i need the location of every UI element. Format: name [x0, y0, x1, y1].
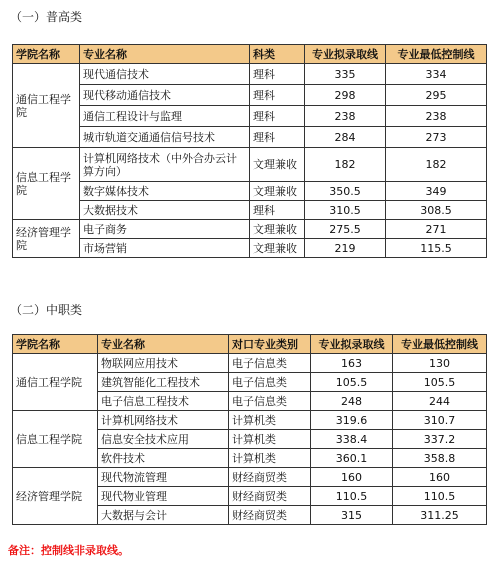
major-name: 市场营销	[80, 239, 250, 258]
admit-line: 350.5	[305, 182, 386, 201]
category: 财经商贸类	[229, 487, 311, 506]
college-name: 信息工程学院	[13, 148, 80, 220]
min-control-line: 110.5	[393, 487, 487, 506]
column-header: 专业拟录取线	[311, 335, 393, 354]
column-header: 对口专业类别	[229, 335, 311, 354]
admit-line: 360.1	[311, 449, 393, 468]
category: 文理兼收	[250, 182, 305, 201]
admit-line: 298	[305, 85, 386, 106]
admit-line: 182	[305, 148, 386, 182]
column-header: 专业名称	[98, 335, 229, 354]
min-control-line: 358.8	[393, 449, 487, 468]
admit-line: 160	[311, 468, 393, 487]
table-row	[13, 148, 487, 182]
major-name: 大数据与会计	[98, 506, 229, 525]
admit-line: 338.4	[311, 430, 393, 449]
table-row	[13, 201, 487, 220]
footnote: 备注：控制线非录取线。	[8, 544, 129, 557]
major-name: 电子商务	[80, 220, 250, 239]
major-name: 软件技术	[98, 449, 229, 468]
category: 理科	[250, 85, 305, 106]
min-control-line: 115.5	[386, 239, 487, 258]
admit-line: 319.6	[311, 411, 393, 430]
major-name: 物联网应用技术	[98, 354, 229, 373]
admit-line: 163	[311, 354, 393, 373]
min-control-line: 182	[386, 148, 487, 182]
min-control-line: 238	[386, 106, 487, 127]
category: 文理兼收	[250, 148, 305, 182]
min-control-line: 105.5	[393, 373, 487, 392]
min-control-line: 295	[386, 85, 487, 106]
category: 理科	[250, 64, 305, 85]
min-control-line: 310.7	[393, 411, 487, 430]
major-name: 现代移动通信技术	[80, 85, 250, 106]
major-name: 电子信息工程技术	[98, 392, 229, 411]
table-row	[13, 411, 487, 430]
table-row	[13, 220, 487, 239]
admit-line: 284	[305, 127, 386, 148]
column-header: 专业名称	[80, 45, 250, 64]
major-name: 建筑智能化工程技术	[98, 373, 229, 392]
college-name: 经济管理学院	[13, 220, 80, 258]
category: 理科	[250, 127, 305, 148]
min-control-line: 160	[393, 468, 487, 487]
column-header: 专业最低控制线	[386, 45, 487, 64]
section-title-general: （一）普高类	[10, 10, 83, 24]
table-row	[13, 85, 487, 106]
major-name: 通信工程设计与监理	[80, 106, 250, 127]
column-header: 专业拟录取线	[305, 45, 386, 64]
category: 计算机类	[229, 411, 311, 430]
admit-line: 248	[311, 392, 393, 411]
category: 文理兼收	[250, 239, 305, 258]
table-row	[13, 239, 487, 258]
vocational-admission-table	[12, 334, 487, 525]
column-header: 科类	[250, 45, 305, 64]
major-name: 计算机网络技术	[98, 411, 229, 430]
category: 计算机类	[229, 430, 311, 449]
min-control-line: 311.25	[393, 506, 487, 525]
admit-line: 219	[305, 239, 386, 258]
admit-line: 335	[305, 64, 386, 85]
college-name: 通信工程学院	[13, 64, 80, 148]
major-name: 现代通信技术	[80, 64, 250, 85]
major-name: 计算机网络技术（中外合办云计算方向）	[80, 148, 250, 182]
major-name: 现代物业管理	[98, 487, 229, 506]
min-control-line: 244	[393, 392, 487, 411]
min-control-line: 337.2	[393, 430, 487, 449]
table-row	[13, 64, 487, 85]
category: 电子信息类	[229, 392, 311, 411]
category: 财经商贸类	[229, 468, 311, 487]
college-name: 信息工程学院	[13, 411, 98, 468]
admit-line: 238	[305, 106, 386, 127]
general-admission-table	[12, 44, 487, 258]
category: 电子信息类	[229, 354, 311, 373]
admit-line: 105.5	[311, 373, 393, 392]
major-name: 大数据技术	[80, 201, 250, 220]
min-control-line: 349	[386, 182, 487, 201]
major-name: 信息安全技术应用	[98, 430, 229, 449]
table-row	[13, 106, 487, 127]
major-name: 现代物流管理	[98, 468, 229, 487]
min-control-line: 308.5	[386, 201, 487, 220]
column-header: 学院名称	[13, 45, 80, 64]
major-name: 数字媒体技术	[80, 182, 250, 201]
column-header: 专业最低控制线	[393, 335, 487, 354]
college-name: 经济管理学院	[13, 468, 98, 525]
admit-line: 275.5	[305, 220, 386, 239]
category: 电子信息类	[229, 373, 311, 392]
min-control-line: 271	[386, 220, 487, 239]
table-row	[13, 127, 487, 148]
min-control-line: 130	[393, 354, 487, 373]
column-header: 学院名称	[13, 335, 98, 354]
major-name: 城市轨道交通通信信号技术	[80, 127, 250, 148]
category: 理科	[250, 106, 305, 127]
admit-line: 110.5	[311, 487, 393, 506]
table-row	[13, 354, 487, 373]
section-title-vocational: （二）中职类	[10, 303, 83, 317]
table-header-row	[13, 335, 487, 354]
table-header-row	[13, 45, 487, 64]
category: 理科	[250, 201, 305, 220]
category: 财经商贸类	[229, 506, 311, 525]
min-control-line: 273	[386, 127, 487, 148]
table-row	[13, 468, 487, 487]
min-control-line: 334	[386, 64, 487, 85]
admit-line: 310.5	[305, 201, 386, 220]
table-row	[13, 182, 487, 201]
college-name: 通信工程学院	[13, 354, 98, 411]
admit-line: 315	[311, 506, 393, 525]
category: 文理兼收	[250, 220, 305, 239]
category: 计算机类	[229, 449, 311, 468]
